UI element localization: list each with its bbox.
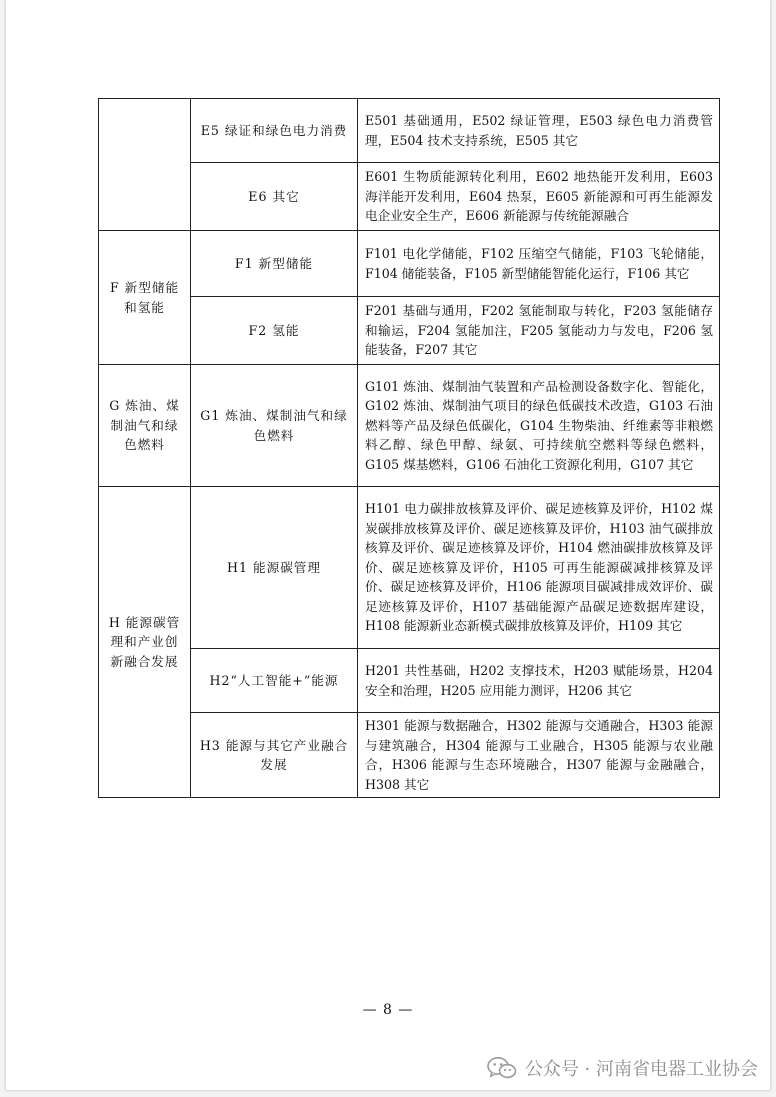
subcategory-label: F2 氢能 bbox=[248, 322, 300, 338]
watermark bbox=[487, 1055, 758, 1081]
items-text: E601 生物质能源转化利用，E602 地热能开发利用，E603 海洋能开发利用，E604 热泵，E605 新能源和可再生能源发电企业安全生产，E606 新能源与传统能源融合 bbox=[365, 169, 713, 224]
items-cell bbox=[358, 99, 720, 163]
table-row bbox=[99, 713, 720, 798]
table-row bbox=[99, 365, 720, 487]
items-cell bbox=[358, 649, 720, 713]
page-number: — 8 — bbox=[362, 1002, 414, 1018]
table-row bbox=[99, 231, 720, 297]
items-cell bbox=[358, 163, 720, 231]
category-cell bbox=[99, 231, 191, 365]
subcategory-cell bbox=[191, 365, 358, 487]
items-cell bbox=[358, 365, 720, 487]
subcategory-label: H3 能源与其它产业融合发展 bbox=[199, 737, 349, 773]
category-cell bbox=[99, 365, 191, 487]
items-text: H201 共性基础，H202 支撑技术，H203 赋能场景，H204 安全和治理，H205 应用能力测评，H206 其它 bbox=[365, 662, 713, 698]
items-cell bbox=[358, 713, 720, 798]
category-label: G 炼油、煤制油气和绿色燃料 bbox=[109, 398, 180, 453]
items-text: H101 电力碳排放核算及评价、碳足迹核算及评价，H102 煤炭碳排放核算及评价、碳足迹核算及评价，H103 油气碳排放核算及评价、碳足迹核算及评价，H104 燃油碳排放核算及评价、碳足迹核算及评价，H105 可再生能源碳减排核算及评价、碳足迹核算及评价，H106 能源项目碳减排成效评价、碳足迹核算及评价，H107 基础能源产品碳足迹数据库建设，H108 能源新业态新模式碳排放核算及评价，H109 其它 bbox=[365, 500, 713, 634]
subcategory-label: H2“人工智能+”能源 bbox=[209, 672, 339, 688]
table-row bbox=[99, 649, 720, 713]
subcategory-label: E6 其它 bbox=[248, 188, 300, 204]
subcategory-cell bbox=[191, 649, 358, 713]
items-text: H301 能源与数据融合，H302 能源与交通融合，H303 能源与建筑融合，H304 能源与工业融合，H305 能源与农业融合，H306 能源与生态环境融合，H307 能源与金融融合，H308 其它 bbox=[365, 718, 713, 792]
subcategory-label: G1 炼油、煤制油气和绿色燃料 bbox=[200, 407, 348, 443]
wechat-icon bbox=[487, 1056, 517, 1080]
subcategory-cell bbox=[191, 231, 358, 297]
items-text: F201 基础与通用，F202 氢能制取与转化，F203 氢能储存和输运，F204 氢能加注，F205 氢能动力与发电，F206 氢能装备，F207 其它 bbox=[365, 303, 713, 358]
items-text: F101 电化学储能，F102 压缩空气储能，F103 飞轮储能，F104 储能装备，F105 新型储能智能化运行，F106 其它 bbox=[365, 245, 713, 281]
subcategory-label: F1 新型储能 bbox=[234, 255, 314, 271]
items-cell bbox=[358, 487, 720, 649]
category-table bbox=[98, 98, 720, 798]
table-row bbox=[99, 163, 720, 231]
subcategory-cell bbox=[191, 297, 358, 365]
document-page bbox=[6, 0, 770, 1090]
table-row bbox=[99, 99, 720, 163]
subcategory-cell bbox=[191, 99, 358, 163]
items-text: E501 基础通用，E502 绿证管理，E503 绿色电力消费管理，E504 技术支持系统，E505 其它 bbox=[365, 112, 713, 148]
table-row bbox=[99, 297, 720, 365]
table-row bbox=[99, 487, 720, 649]
items-cell bbox=[358, 231, 720, 297]
subcategory-cell bbox=[191, 163, 358, 231]
category-label: H 能源碳管理和产业创新融合发展 bbox=[108, 614, 181, 669]
watermark-text: 公众号 · 河南省电器工业协会 bbox=[524, 1059, 758, 1080]
subcategory-label: E5 绿证和绿色电力消费 bbox=[200, 122, 348, 138]
category-cell bbox=[99, 487, 191, 798]
subcategory-label: H1 能源碳管理 bbox=[227, 559, 321, 575]
category-cell-empty bbox=[99, 99, 191, 231]
category-label: F 新型储能和氢能 bbox=[109, 279, 180, 315]
items-text: G101 炼油、煤制油气装置和产品检测设备数字化、智能化，G102 炼油、煤制油气项目的绿色低碳技术改造，G103 石油燃料等产品及绿色低碳化，G104 生物柴油、纤维素等非粮燃料乙醇、绿色甲醇、绿氨、可持续航空燃料等绿色燃料，G105 煤基燃料，G106 石油化工资源化利用，G107 其它 bbox=[365, 378, 713, 472]
subcategory-cell bbox=[191, 713, 358, 798]
subcategory-cell bbox=[191, 487, 358, 649]
items-cell bbox=[358, 297, 720, 365]
